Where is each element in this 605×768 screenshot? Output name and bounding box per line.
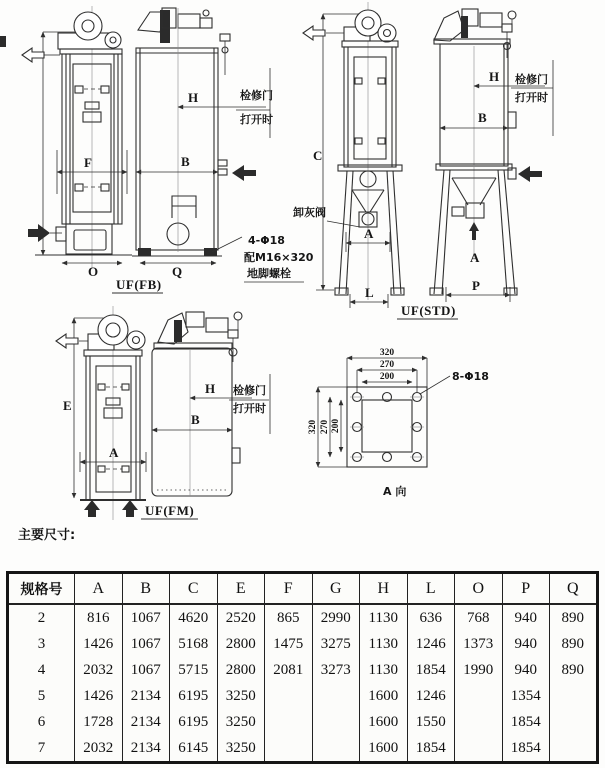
anchor-note-line2: 配M16×320 — [244, 251, 314, 264]
dim-label-b: B — [478, 110, 487, 125]
dimension-value-cell: 3273 — [312, 657, 360, 683]
dimension-value-cell: 4620 — [170, 604, 218, 631]
bolt-holes — [350, 393, 424, 462]
column-header: E — [217, 573, 265, 605]
dimension-value-cell: 816 — [75, 604, 123, 631]
dim-label-a: A — [109, 445, 119, 460]
dimension-value-cell — [455, 735, 503, 763]
dimension-value-cell: 1990 — [455, 657, 503, 683]
door-note-line1: 检修门 — [233, 384, 266, 397]
flange-left-dim-200: 200 — [331, 418, 341, 434]
dimension-value-cell — [265, 683, 313, 709]
dimension-value-cell: 6195 — [170, 709, 218, 735]
dimension-value-cell: 1130 — [360, 657, 408, 683]
dimension-value-cell: 1067 — [122, 657, 170, 683]
dimension-value-cell — [550, 709, 598, 735]
dimension-value-cell: 2990 — [312, 604, 360, 631]
door-note-line2: 打开时 — [240, 113, 273, 126]
dimension-table — [6, 571, 599, 764]
foot-pad — [391, 288, 404, 295]
column-header: B — [122, 573, 170, 605]
dim-label-b: B — [191, 412, 200, 427]
dimension-value-cell: 2800 — [217, 631, 265, 657]
dimension-value-cell: 3250 — [217, 683, 265, 709]
dim-label-h: H — [489, 69, 500, 84]
dimension-value-cell: 890 — [550, 631, 598, 657]
drawing-uf-fb — [22, 6, 314, 293]
column-header: A — [75, 573, 123, 605]
dimension-value-cell: 1854 — [407, 657, 455, 683]
column-header: Q — [550, 573, 598, 605]
dimension-value-cell: 6145 — [170, 735, 218, 763]
table-row — [8, 631, 598, 657]
dim-label-h: H — [188, 90, 199, 105]
table-row — [8, 657, 598, 683]
table-row — [8, 709, 598, 735]
dimension-value-cell: 2800 — [217, 657, 265, 683]
dimension-value-cell: 1246 — [407, 631, 455, 657]
dim-label-f: F — [84, 155, 92, 170]
dimension-value-cell: 2134 — [122, 709, 170, 735]
dimension-value-cell: 940 — [502, 631, 550, 657]
dim-label-l: L — [365, 285, 374, 300]
bolt-holes-note: 8-Φ18 — [452, 370, 489, 383]
drawing-flange-detail — [308, 348, 489, 498]
outlet-arrow-icon — [22, 48, 44, 62]
flange-left-dim-320: 320 — [308, 419, 318, 435]
dim-label-q: Q — [172, 264, 183, 279]
dimension-value-cell: 940 — [502, 604, 550, 631]
dimension-value-cell: 2134 — [122, 683, 170, 709]
dimension-value-cell: 1354 — [502, 683, 550, 709]
dimension-value-cell — [455, 683, 503, 709]
door-note-line2: 打开时 — [233, 402, 266, 415]
dim-label-b: B — [181, 154, 190, 169]
dimension-value-cell: 940 — [502, 657, 550, 683]
dim-label-e: E — [63, 398, 72, 413]
dimension-value-cell: 1130 — [360, 631, 408, 657]
column-header: L — [407, 573, 455, 605]
foot-pad — [430, 288, 443, 295]
dim-label-h: H — [205, 381, 216, 396]
dim-label-c: C — [313, 148, 323, 163]
dimension-value-cell — [265, 709, 313, 735]
foot-pad — [204, 248, 217, 256]
flange-top-dim-200: 200 — [379, 372, 395, 382]
up-arrow-icon — [84, 500, 100, 517]
dimension-value-cell: 636 — [407, 604, 455, 631]
column-header-spec: 规格号 — [8, 573, 75, 605]
door-note-line1: 检修门 — [515, 73, 548, 86]
view-a-label: A 向 — [383, 485, 407, 498]
table-row — [8, 735, 598, 763]
fan-circle — [355, 10, 381, 36]
column-header: H — [360, 573, 408, 605]
door-note-line2: 打开时 — [515, 91, 548, 104]
dimension-value-cell: 1130 — [360, 604, 408, 631]
spec-number-cell: 7 — [8, 735, 75, 763]
column-header: O — [455, 573, 503, 605]
dimension-value-cell — [455, 709, 503, 735]
dimension-value-cell: 2081 — [265, 657, 313, 683]
outlet-arrow-icon — [56, 334, 78, 348]
dimension-value-cell: 3275 — [312, 631, 360, 657]
dimension-value-cell — [312, 709, 360, 735]
scan-artifact-mark — [0, 36, 6, 47]
dimension-value-cell: 1854 — [502, 735, 550, 763]
anchor-note-line3: 地脚螺栓 — [247, 267, 291, 280]
ash-valve-label: 卸灰阀 — [293, 206, 326, 219]
drawing-label-uf-std: UF(STD) — [401, 303, 456, 318]
vessel-body — [136, 48, 218, 250]
dimension-value-cell: 1550 — [407, 709, 455, 735]
flange-opening — [362, 400, 412, 452]
fan-circle — [74, 12, 102, 40]
up-arrow-icon — [469, 222, 479, 240]
section-caption: 主要尺寸: — [18, 528, 76, 543]
dimension-value-cell: 3250 — [217, 709, 265, 735]
spec-number-cell: 5 — [8, 683, 75, 709]
column-header: P — [502, 573, 550, 605]
dimension-value-cell: 890 — [550, 657, 598, 683]
table-body — [8, 604, 598, 763]
flange-top-dim-320: 320 — [379, 348, 395, 358]
flange-left-dim-270: 270 — [320, 419, 330, 435]
drawing-label-uf-fm: UF(FM) — [145, 503, 195, 518]
column-header: F — [265, 573, 313, 605]
foot-pad — [138, 248, 151, 256]
spec-number-cell: 3 — [8, 631, 75, 657]
door-note-line1: 检修门 — [240, 89, 273, 102]
vessel-body — [344, 47, 396, 167]
dimension-value-cell: 1426 — [75, 683, 123, 709]
dimension-value-cell: 2134 — [122, 735, 170, 763]
dimension-value-cell — [550, 735, 598, 763]
dim-label-a: A — [470, 250, 480, 265]
outlet-arrow-icon — [303, 26, 325, 40]
table-header-row — [8, 573, 598, 605]
spec-number-cell: 6 — [8, 709, 75, 735]
table-row — [8, 604, 598, 631]
drawing-uf-fm — [56, 306, 270, 520]
dimension-value-cell: 5715 — [170, 657, 218, 683]
column-header: C — [170, 573, 218, 605]
dim-label-a: A — [364, 226, 374, 241]
dimension-value-cell: 1600 — [360, 735, 408, 763]
dim-label-o: O — [88, 264, 99, 279]
dimension-value-cell: 1246 — [407, 683, 455, 709]
dimension-value-cell: 1854 — [502, 709, 550, 735]
dimension-value-cell: 865 — [265, 604, 313, 631]
spec-number-cell: 4 — [8, 657, 75, 683]
dimension-value-cell: 1600 — [360, 709, 408, 735]
dimension-value-cell: 2032 — [75, 735, 123, 763]
dimension-value-cell: 768 — [455, 604, 503, 631]
drawing-label-uf-fb: UF(FB) — [116, 277, 162, 292]
inlet-arrow-icon — [518, 166, 542, 182]
dimension-value-cell: 1067 — [122, 604, 170, 631]
inlet-arrow-icon — [232, 165, 256, 181]
dimension-value-cell: 6195 — [170, 683, 218, 709]
dimension-value-cell: 2520 — [217, 604, 265, 631]
dimension-value-cell: 1426 — [75, 631, 123, 657]
fan-circle — [98, 315, 128, 345]
dimension-value-cell: 1067 — [122, 631, 170, 657]
table-row — [8, 683, 598, 709]
dimension-value-cell: 5168 — [170, 631, 218, 657]
dimension-value-cell: 1373 — [455, 631, 503, 657]
dimension-value-cell: 1600 — [360, 683, 408, 709]
dimension-value-cell — [550, 683, 598, 709]
spec-number-cell: 2 — [8, 604, 75, 631]
dimension-value-cell — [312, 735, 360, 763]
anchor-note-line1: 4-Φ18 — [248, 234, 285, 247]
dimension-value-cell: 1475 — [265, 631, 313, 657]
dimension-value-cell: 3250 — [217, 735, 265, 763]
dimension-value-cell: 1854 — [407, 735, 455, 763]
flange-top-dim-270: 270 — [379, 360, 395, 370]
dimension-value-cell — [265, 735, 313, 763]
dimension-value-cell: 2032 — [75, 657, 123, 683]
drawing-uf-std — [293, 2, 553, 319]
dimension-value-cell — [312, 683, 360, 709]
column-header: G — [312, 573, 360, 605]
ash-valve — [466, 203, 484, 218]
dim-label-p: P — [472, 278, 480, 293]
up-arrow-icon — [122, 500, 138, 517]
dimension-value-cell: 1728 — [75, 709, 123, 735]
dimension-value-cell: 890 — [550, 604, 598, 631]
inlet-arrow-icon — [28, 224, 50, 242]
